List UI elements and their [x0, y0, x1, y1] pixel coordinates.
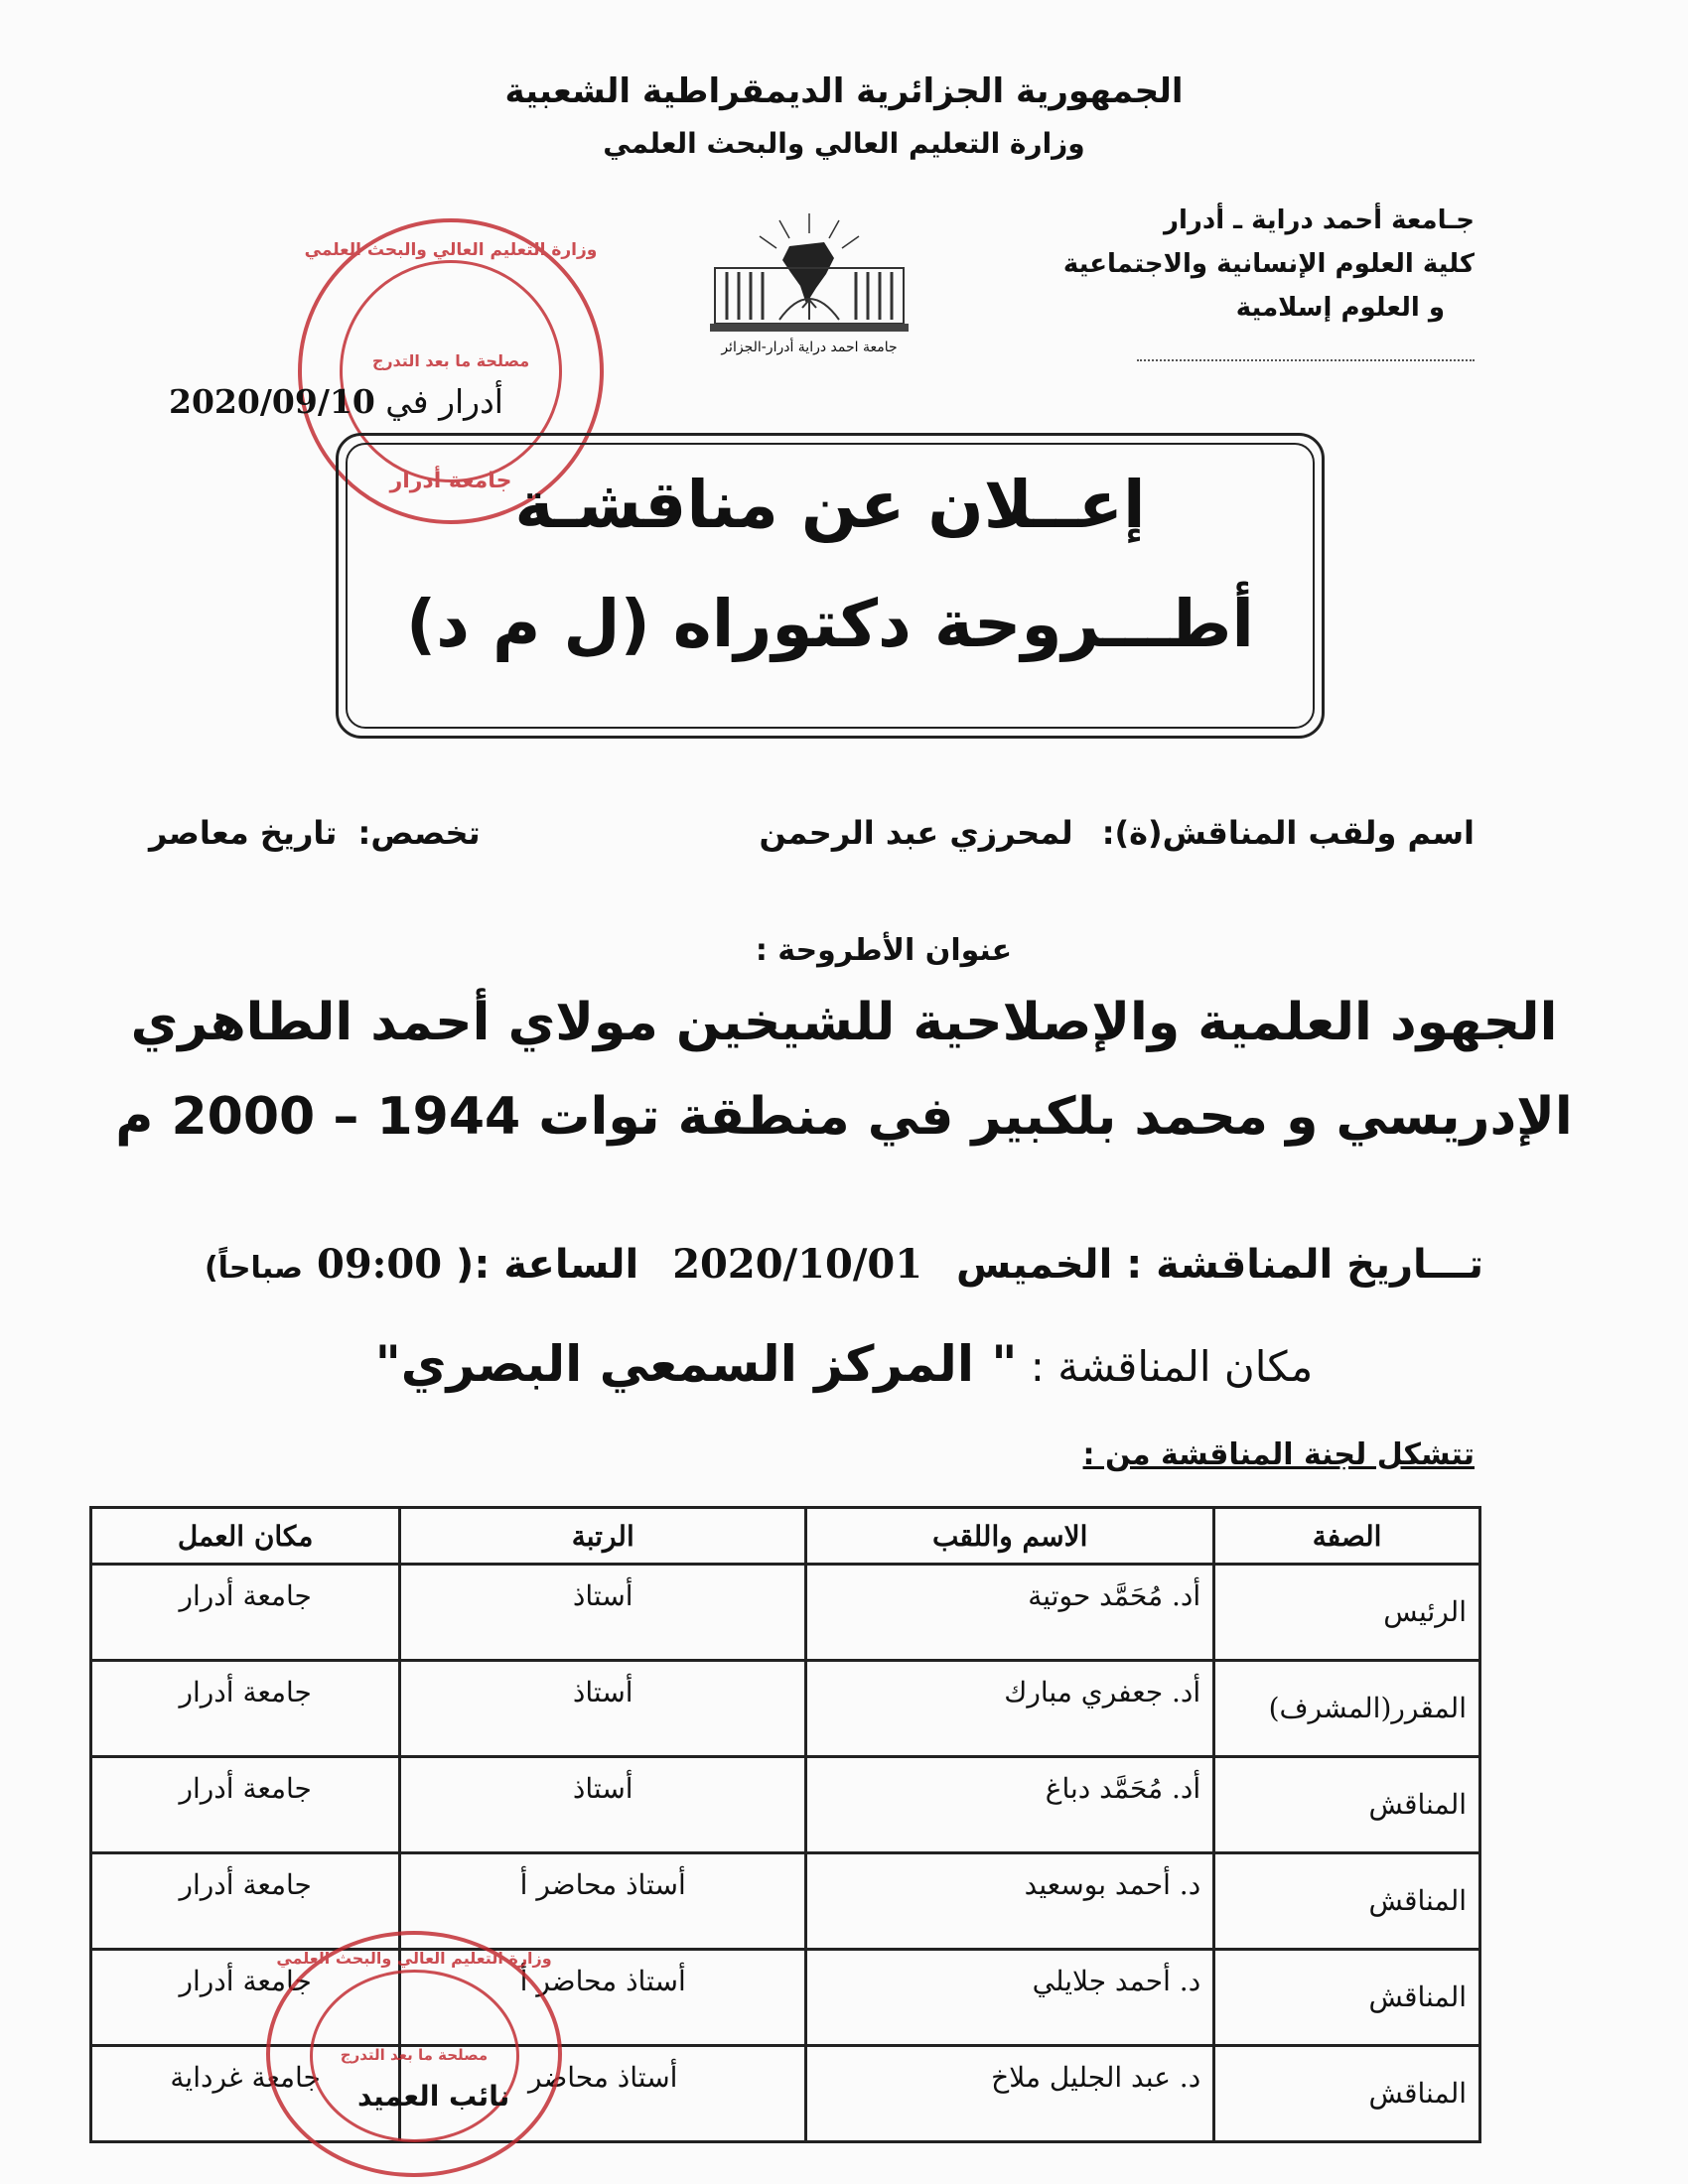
cell-role: المناقش: [1214, 1950, 1480, 2046]
dotted-divider: [1137, 359, 1475, 361]
issue-place-label: أدرار في: [385, 382, 503, 421]
defense-date-label: تـــاريخ المناقشة :: [1126, 1242, 1484, 1288]
cell-workplace: جامعة أدرار: [91, 1853, 400, 1950]
cell-workplace: جامعة غرداية: [91, 2046, 400, 2142]
table-row: [91, 1661, 1480, 1757]
defense-time: 09:00: [317, 1241, 443, 1288]
cell-workplace: جامعة أدرار: [91, 1757, 400, 1853]
republic-title: الجمهورية الجزائرية الديمقراطية الشعبية: [504, 71, 1184, 111]
table-row: [91, 1565, 1480, 1661]
cell-role: المناقش: [1214, 1757, 1480, 1853]
cell-name: د. أحمد بوسعيد: [806, 1853, 1214, 1950]
stamp-top-inner-text: مصلحة ما بعد التدرج: [371, 351, 530, 370]
specialty-row: [149, 814, 481, 852]
defense-place-label: مكان المناقشة :: [1030, 1342, 1314, 1391]
university-logo: [695, 208, 923, 367]
cell-rank: أستاذ: [400, 1757, 806, 1853]
column-header-workplace: مكان العمل: [91, 1508, 400, 1565]
defense-date: 2020/10/01: [672, 1241, 923, 1288]
specialty-value: تاريخ معاصر: [149, 814, 338, 852]
faculty-line-1: كلية العلوم الإنسانية والاجتماعية: [1062, 249, 1475, 279]
cell-rank: أستاذ محاضر أ: [400, 1950, 806, 2046]
cell-rank: أستاذ محاضر: [400, 2046, 806, 2142]
defense-place: " المركز السمعي البصري": [374, 1335, 1018, 1393]
defense-date-line: [0, 1241, 1688, 1288]
cell-name: أد. مُحَمَّد دباغ: [806, 1757, 1214, 1853]
column-header-name: الاسم واللقب: [806, 1508, 1214, 1565]
table-header-row: [91, 1508, 1480, 1565]
stamp-bottom-inner-text: مصلحة ما بعد التدرج: [340, 2046, 489, 2064]
table-row: [91, 1853, 1480, 1950]
deputy-dean-signature: نائب العميد: [357, 2080, 510, 2113]
issue-date-value: 2020/09/10: [169, 382, 375, 421]
defense-day: الخميس: [956, 1242, 1113, 1288]
official-stamp-bottom: [266, 1931, 562, 2177]
stamp-top-bottom-text: جامعة أدرار: [389, 469, 512, 493]
candidate-name-label: اسم ولقب المناقش(ة):: [1101, 814, 1475, 852]
cell-workplace: جامعة أدرار: [91, 1661, 400, 1757]
announcement-subtitle: أطـــروحة دكتوراه (ل م د): [405, 586, 1255, 662]
cell-rank: أستاذ: [400, 1661, 806, 1757]
cell-rank: أستاذ: [400, 1565, 806, 1661]
thesis-title-label: عنوان الأطروحة :: [755, 933, 1013, 968]
thesis-title-line-2: الإدريسي و محمد بلكبير في منطقة توات 1944 – 2000 م: [115, 1087, 1573, 1147]
cell-role: المناقش: [1214, 1853, 1480, 1950]
column-header-role: الصفة: [1214, 1508, 1480, 1565]
cell-name: أد. مُحَمَّد حوتية: [806, 1565, 1214, 1661]
candidate-name-row: [760, 814, 1475, 852]
announcement-title: إعــلان عن مناقشـة: [514, 467, 1146, 543]
cell-name: د. أحمد جلايلي: [806, 1950, 1214, 2046]
ministry-title: وزارة التعليم العالي والبحث العلمي: [603, 127, 1085, 160]
thesis-title-line-1: الجهود العلمية والإصلاحية للشيخين مولاي أحمد الطاهري: [130, 993, 1558, 1052]
cell-name: د. عبد الجليل ملاخ: [806, 2046, 1214, 2142]
specialty-label: تخصص:: [357, 814, 481, 852]
issue-date: [169, 382, 503, 421]
logo-caption: جامعة احمد دراية أدرار-الجزائر: [721, 340, 898, 355]
cell-role: المناقش: [1214, 2046, 1480, 2142]
candidate-name: لمحرزي عبد الرحمن: [759, 814, 1073, 852]
defense-place-line: [0, 1335, 1688, 1393]
cell-rank: أستاذ محاضر أ: [400, 1853, 806, 1950]
cell-role: المقرر(المشرف): [1214, 1661, 1480, 1757]
institution-block: [1063, 199, 1475, 330]
defense-time-suffix: صباحاً): [204, 1251, 304, 1286]
column-header-rank: الرتبة: [400, 1508, 806, 1565]
university-name: جـامعة أحمد دراية ـ أدرار: [1164, 205, 1475, 235]
cell-role: الرئيس: [1214, 1565, 1480, 1661]
stamp-bottom-ring-text: وزارة التعليم العالي والبحث العلمي: [276, 1949, 552, 1968]
cell-workplace: جامعة أدرار: [91, 1565, 400, 1661]
cell-workplace: جامعة أدرار: [91, 1950, 400, 2046]
cell-name: أد. جعفري مبارك: [806, 1661, 1214, 1757]
table-row: [91, 1757, 1480, 1853]
committee-heading: تتشكل لجنة المناقشة من :: [1082, 1437, 1475, 1472]
defense-time-label: الساعة :(: [456, 1242, 639, 1288]
stamp-top-ring-text: وزارة التعليم العالي والبحث العلمي: [304, 240, 598, 260]
faculty-line-2: و العلوم إسلامية: [1235, 293, 1445, 323]
